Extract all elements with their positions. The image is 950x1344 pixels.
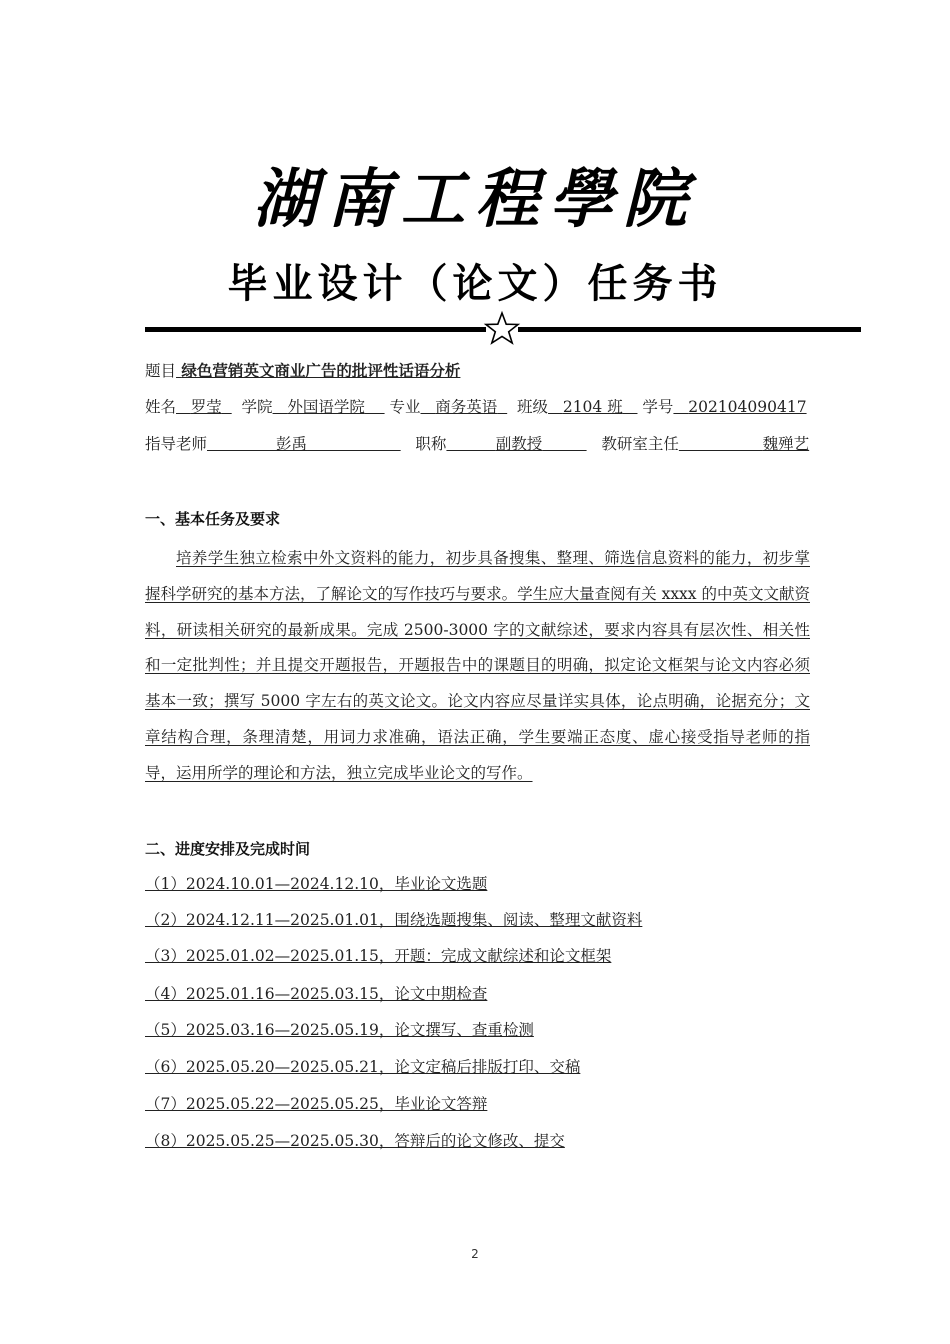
- advisor-row: [145, 434, 809, 454]
- topic-label: 题目: [145, 362, 177, 380]
- student-id-label: 学号: [642, 398, 674, 416]
- director-value: 魏殚艺: [762, 435, 810, 453]
- name-value: 罗莹: [190, 398, 222, 416]
- section-heading-schedule: 二、进度安排及完成时间: [145, 840, 311, 858]
- school-logo-calligraphy: 湖南工程學院: [253, 162, 697, 237]
- schedule-item: （6）2025.05.20—2025.05.21，论文定稿后排版打印、交稿: [145, 1058, 581, 1076]
- schedule-item: （3）2025.01.02—2025.01.15，开题：完成文献综述和论文框架: [145, 947, 612, 965]
- advisor-value: 彭禹: [276, 435, 308, 453]
- title-divider: [145, 310, 861, 346]
- name-label: 姓名: [145, 398, 177, 416]
- schedule-item: （7）2025.05.22—2025.05.25，毕业论文答辩: [145, 1095, 488, 1113]
- student-id-value: 202104090417: [688, 398, 807, 416]
- major-label: 专业: [389, 398, 421, 416]
- student-info-row: [145, 397, 807, 417]
- schedule-item: （2）2024.12.11—2025.01.01，围绕选题搜集、阅读、整理文献资料: [145, 911, 643, 929]
- major-value: 商务英语: [435, 398, 498, 416]
- class-label: 班级: [517, 398, 549, 416]
- section-heading-basic-tasks: 一、基本任务及要求: [145, 510, 281, 528]
- star-outline-icon: [486, 313, 518, 343]
- basic-tasks-paragraph: 培养学生独立检索中外文资料的能力，初步具备搜集、整理、筛选信息资料的能力，初步掌握科学研究的基本方法，了解论文的写作技巧与要求。学生应大量查阅有关 xxxx 的中英文文献资料，研读相关研究的最新成果。完成 2500-3000 字的文献综述，要求内容具有层次性、相关性和一定批判性；并且提交开题报告，开题报告中的课题目的明确，拟定论文框架与论文内容必须基本一致；撰写 5000 字左右的英文论文。论文内容应尽量详实具体，论点明确，论据充分；文章结构合理，条理清楚，用词力求准确，语法正确，学生要端正态度、虚心接受指导老师的指导，运用所学的理论和方法，独立完成毕业论文的写作。: [145, 549, 810, 782]
- document-title: 毕业设计（论文）任务书: [227, 261, 723, 307]
- schedule-item: （8）2025.05.25—2025.05.30，答辩后的论文修改、提交: [145, 1132, 565, 1150]
- schedule-item: （4）2025.01.16—2025.03.15，论文中期检查: [145, 985, 488, 1003]
- director-label: 教研室主任: [601, 435, 679, 453]
- college-value: 外国语学院: [287, 398, 365, 416]
- page-number: 2: [471, 1247, 479, 1261]
- college-label: 学院: [241, 398, 273, 416]
- title-value: 副教授: [495, 435, 543, 453]
- topic-row: [145, 361, 460, 381]
- advisor-label: 指导老师: [145, 435, 208, 453]
- title-label: 职称: [415, 435, 447, 453]
- class-value: 2104 班: [562, 398, 623, 416]
- schedule-item: （1）2024.10.01—2024.12.10，毕业论文选题: [145, 875, 488, 893]
- topic-value: 绿色营销英文商业广告的批评性话语分析: [181, 362, 461, 380]
- schedule-item: （5）2025.03.16—2025.05.19，论文撰写、查重检测: [145, 1021, 534, 1039]
